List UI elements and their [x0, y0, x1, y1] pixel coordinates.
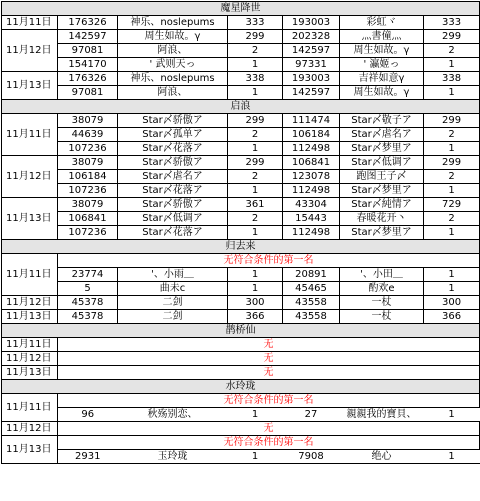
- player-b-id: 193003: [283, 16, 340, 30]
- player-a-id: 2931: [58, 450, 118, 464]
- player-b-score: 1: [424, 268, 480, 282]
- player-b-id: 106841: [283, 156, 340, 170]
- player-b-score: 2: [424, 212, 480, 226]
- player-b-name: Star〆低调ア: [340, 156, 424, 170]
- section-header-row: [2, 100, 480, 114]
- table-row: [2, 16, 480, 30]
- notice-row: [2, 366, 480, 380]
- player-b-name: 周生如故。γ: [340, 44, 424, 58]
- player-b-name: ' 瀛姬っ: [340, 58, 424, 72]
- table-row: [2, 58, 480, 72]
- ranking-table: [1, 1, 480, 464]
- player-a-name: ' 武则天っ: [118, 58, 228, 72]
- player-b-id: 106184: [283, 128, 340, 142]
- player-b-name: Star〆虐名ア: [340, 128, 424, 142]
- table-row: [2, 408, 480, 422]
- player-b-id: 97331: [283, 58, 340, 72]
- table-row: [2, 142, 480, 156]
- player-b-name: 一杖: [340, 310, 424, 324]
- table-row: [2, 296, 480, 310]
- player-a-id: 142597: [58, 30, 118, 44]
- date-cell: 11月12日: [2, 30, 58, 72]
- section-title: 水玲珑: [2, 380, 480, 394]
- player-b-name: Star〆梦里ア: [340, 184, 424, 198]
- player-a-id: 106184: [58, 170, 118, 184]
- player-a-score: 1: [228, 184, 283, 198]
- player-a-name: Star〆低调ア: [118, 212, 228, 226]
- player-b-name: 绝心: [340, 450, 424, 464]
- player-b-name: 酌欢e: [340, 282, 424, 296]
- date-cell: 11月11日: [2, 338, 58, 352]
- player-b-name: 親親我的寶貝、: [340, 408, 424, 422]
- section-title: 魔星降世: [2, 2, 480, 16]
- player-a-score: 2: [228, 170, 283, 184]
- player-a-score: 299: [228, 30, 283, 44]
- date-cell: 11月13日: [2, 366, 58, 380]
- section-title: 鹊桥仙: [2, 324, 480, 338]
- player-a-score: 1: [228, 450, 283, 464]
- player-a-id: 44639: [58, 128, 118, 142]
- player-a-id: 23774: [58, 268, 118, 282]
- player-a-score: 2: [228, 128, 283, 142]
- player-b-id: 193003: [283, 72, 340, 86]
- no-winner-notice: 无符合条件的第一名: [58, 394, 480, 408]
- player-b-score: 1: [424, 142, 480, 156]
- player-a-score: 361: [228, 198, 283, 212]
- table-row: [2, 226, 480, 240]
- player-a-id: 96: [58, 408, 118, 422]
- player-b-score: 2: [424, 44, 480, 58]
- table-row: [2, 170, 480, 184]
- player-a-id: 5: [58, 282, 118, 296]
- player-b-id: 123078: [283, 170, 340, 184]
- player-a-id: 38079: [58, 114, 118, 128]
- no-winner-notice: 无: [58, 352, 480, 366]
- player-a-score: 333: [228, 16, 283, 30]
- player-a-score: 299: [228, 156, 283, 170]
- notice-row: [2, 338, 480, 352]
- player-a-id: 38079: [58, 198, 118, 212]
- player-b-name: Star〆敬子ア: [340, 114, 424, 128]
- notice-row: [2, 436, 480, 450]
- player-b-id: 45465: [283, 282, 340, 296]
- player-a-id: 97081: [58, 86, 118, 100]
- player-b-score: 333: [424, 16, 480, 30]
- player-a-name: 阿浪、: [118, 44, 228, 58]
- table-row: [2, 212, 480, 226]
- player-a-id: 38079: [58, 156, 118, 170]
- player-a-score: 1: [228, 142, 283, 156]
- date-cell: 11月11日: [2, 114, 58, 156]
- player-a-id: 154170: [58, 58, 118, 72]
- table-row: [2, 156, 480, 170]
- table-row: [2, 184, 480, 198]
- player-a-name: 玉玲珑: [118, 450, 228, 464]
- player-b-id: 43304: [283, 198, 340, 212]
- no-winner-notice: 无: [58, 338, 480, 352]
- player-b-name: 灬書僮灬: [340, 30, 424, 44]
- date-cell: 11月12日: [2, 156, 58, 198]
- player-b-id: 7908: [283, 450, 340, 464]
- player-b-name: Star〆純情ア: [340, 198, 424, 212]
- player-b-id: 112498: [283, 142, 340, 156]
- player-b-score: 338: [424, 72, 480, 86]
- table-row: [2, 72, 480, 86]
- date-cell: 11月11日: [2, 254, 58, 296]
- table-row: [2, 44, 480, 58]
- table-row: [2, 450, 480, 464]
- date-cell: 11月11日: [2, 394, 58, 422]
- player-a-id: 176326: [58, 16, 118, 30]
- section-header-row: [2, 380, 480, 394]
- player-a-name: Star〆骄傲ア: [118, 198, 228, 212]
- player-a-score: 338: [228, 72, 283, 86]
- player-a-name: 秋殇别恋、: [118, 408, 228, 422]
- player-a-score: 300: [228, 296, 283, 310]
- table-row: [2, 198, 480, 212]
- notice-row: [2, 422, 480, 436]
- date-cell: 11月12日: [2, 422, 58, 436]
- player-b-score: 299: [424, 30, 480, 44]
- player-a-name: Star〆花落ア: [118, 226, 228, 240]
- player-a-name: 阿浪、: [118, 86, 228, 100]
- player-a-score: 1: [228, 282, 283, 296]
- player-b-score: 1: [424, 86, 480, 100]
- player-a-name: 周生如故。γ: [118, 30, 228, 44]
- no-winner-notice: 无: [58, 422, 480, 436]
- section-title: 启浪: [2, 100, 480, 114]
- player-b-score: 300: [424, 296, 480, 310]
- player-a-score: 2: [228, 212, 283, 226]
- date-cell: 11月13日: [2, 310, 58, 324]
- date-cell: 11月13日: [2, 436, 58, 464]
- player-b-id: 142597: [283, 44, 340, 58]
- player-a-name: 曲未c: [118, 282, 228, 296]
- player-a-id: 107236: [58, 142, 118, 156]
- section-header-row: [2, 2, 480, 16]
- player-a-score: 299: [228, 114, 283, 128]
- player-b-id: 112498: [283, 226, 340, 240]
- player-a-name: Star〆花落ア: [118, 142, 228, 156]
- player-b-id: 27: [283, 408, 340, 422]
- no-winner-notice: 无: [58, 366, 480, 380]
- player-b-score: 2: [424, 170, 480, 184]
- player-a-name: '、小雨＿: [118, 268, 228, 282]
- date-cell: 11月13日: [2, 198, 58, 240]
- section-title: 归去来: [2, 240, 480, 254]
- player-a-name: Star〆虐名ア: [118, 170, 228, 184]
- player-a-name: Star〆骄傲ア: [118, 114, 228, 128]
- notice-row: [2, 352, 480, 366]
- ranking-table-body: [2, 2, 480, 464]
- player-b-id: 111474: [283, 114, 340, 128]
- player-b-id: 43558: [283, 310, 340, 324]
- table-row: [2, 114, 480, 128]
- player-b-score: 299: [424, 114, 480, 128]
- player-b-id: 112498: [283, 184, 340, 198]
- player-b-name: '、小田＿: [340, 268, 424, 282]
- player-a-id: 45378: [58, 296, 118, 310]
- player-a-name: 神乐、noslepums: [118, 16, 228, 30]
- player-a-name: Star〆骄傲ア: [118, 156, 228, 170]
- ranking-sheet: [1, 1, 479, 464]
- player-a-id: 107236: [58, 184, 118, 198]
- player-b-score: 1: [424, 226, 480, 240]
- player-b-name: 春暖花开丶: [340, 212, 424, 226]
- player-b-name: 跑图王子〆: [340, 170, 424, 184]
- player-a-name: 神乐、noslepums: [118, 72, 228, 86]
- player-b-score: 1: [424, 408, 480, 422]
- no-winner-notice: 无符合条件的第一名: [58, 254, 480, 268]
- player-a-id: 107236: [58, 226, 118, 240]
- player-b-score: 729: [424, 198, 480, 212]
- player-b-id: 43558: [283, 296, 340, 310]
- player-a-score: 1: [228, 408, 283, 422]
- table-row: [2, 268, 480, 282]
- date-cell: 11月12日: [2, 296, 58, 310]
- player-b-score: 1: [424, 184, 480, 198]
- player-b-score: 1: [424, 58, 480, 72]
- player-b-score: 2: [424, 128, 480, 142]
- player-b-id: 20891: [283, 268, 340, 282]
- player-b-name: 彩虹ヾ: [340, 16, 424, 30]
- table-row: [2, 128, 480, 142]
- player-b-id: 15443: [283, 212, 340, 226]
- player-b-name: 一杖: [340, 296, 424, 310]
- no-winner-notice: 无符合条件的第一名: [58, 436, 480, 450]
- player-a-id: 97081: [58, 44, 118, 58]
- date-cell: 11月11日: [2, 16, 58, 30]
- player-a-score: 1: [228, 86, 283, 100]
- player-a-score: 2: [228, 44, 283, 58]
- notice-row: [2, 394, 480, 408]
- player-a-name: 二剑: [118, 310, 228, 324]
- table-row: [2, 310, 480, 324]
- player-b-id: 142597: [283, 86, 340, 100]
- player-b-score: 1: [424, 282, 480, 296]
- section-header-row: [2, 324, 480, 338]
- player-a-score: 1: [228, 268, 283, 282]
- table-row: [2, 30, 480, 44]
- player-a-score: 366: [228, 310, 283, 324]
- player-b-name: 吉祥如意γ: [340, 72, 424, 86]
- player-b-id: 202328: [283, 30, 340, 44]
- table-row: [2, 86, 480, 100]
- date-cell: 11月12日: [2, 352, 58, 366]
- player-b-name: Star〆梦里ア: [340, 142, 424, 156]
- player-a-name: 二剑: [118, 296, 228, 310]
- date-cell: 11月13日: [2, 72, 58, 100]
- player-a-score: 1: [228, 226, 283, 240]
- player-a-id: 106841: [58, 212, 118, 226]
- player-a-id: 176326: [58, 72, 118, 86]
- table-row: [2, 282, 480, 296]
- section-header-row: [2, 240, 480, 254]
- player-b-name: Star〆梦里ア: [340, 226, 424, 240]
- player-a-name: Star〆孤单ア: [118, 128, 228, 142]
- player-a-score: 1: [228, 58, 283, 72]
- notice-row: [2, 254, 480, 268]
- player-b-score: 299: [424, 156, 480, 170]
- player-b-score: 366: [424, 310, 480, 324]
- player-a-name: Star〆花落ア: [118, 184, 228, 198]
- player-a-id: 45378: [58, 310, 118, 324]
- player-b-name: 周生如故。γ: [340, 86, 424, 100]
- player-b-score: 1: [424, 450, 480, 464]
